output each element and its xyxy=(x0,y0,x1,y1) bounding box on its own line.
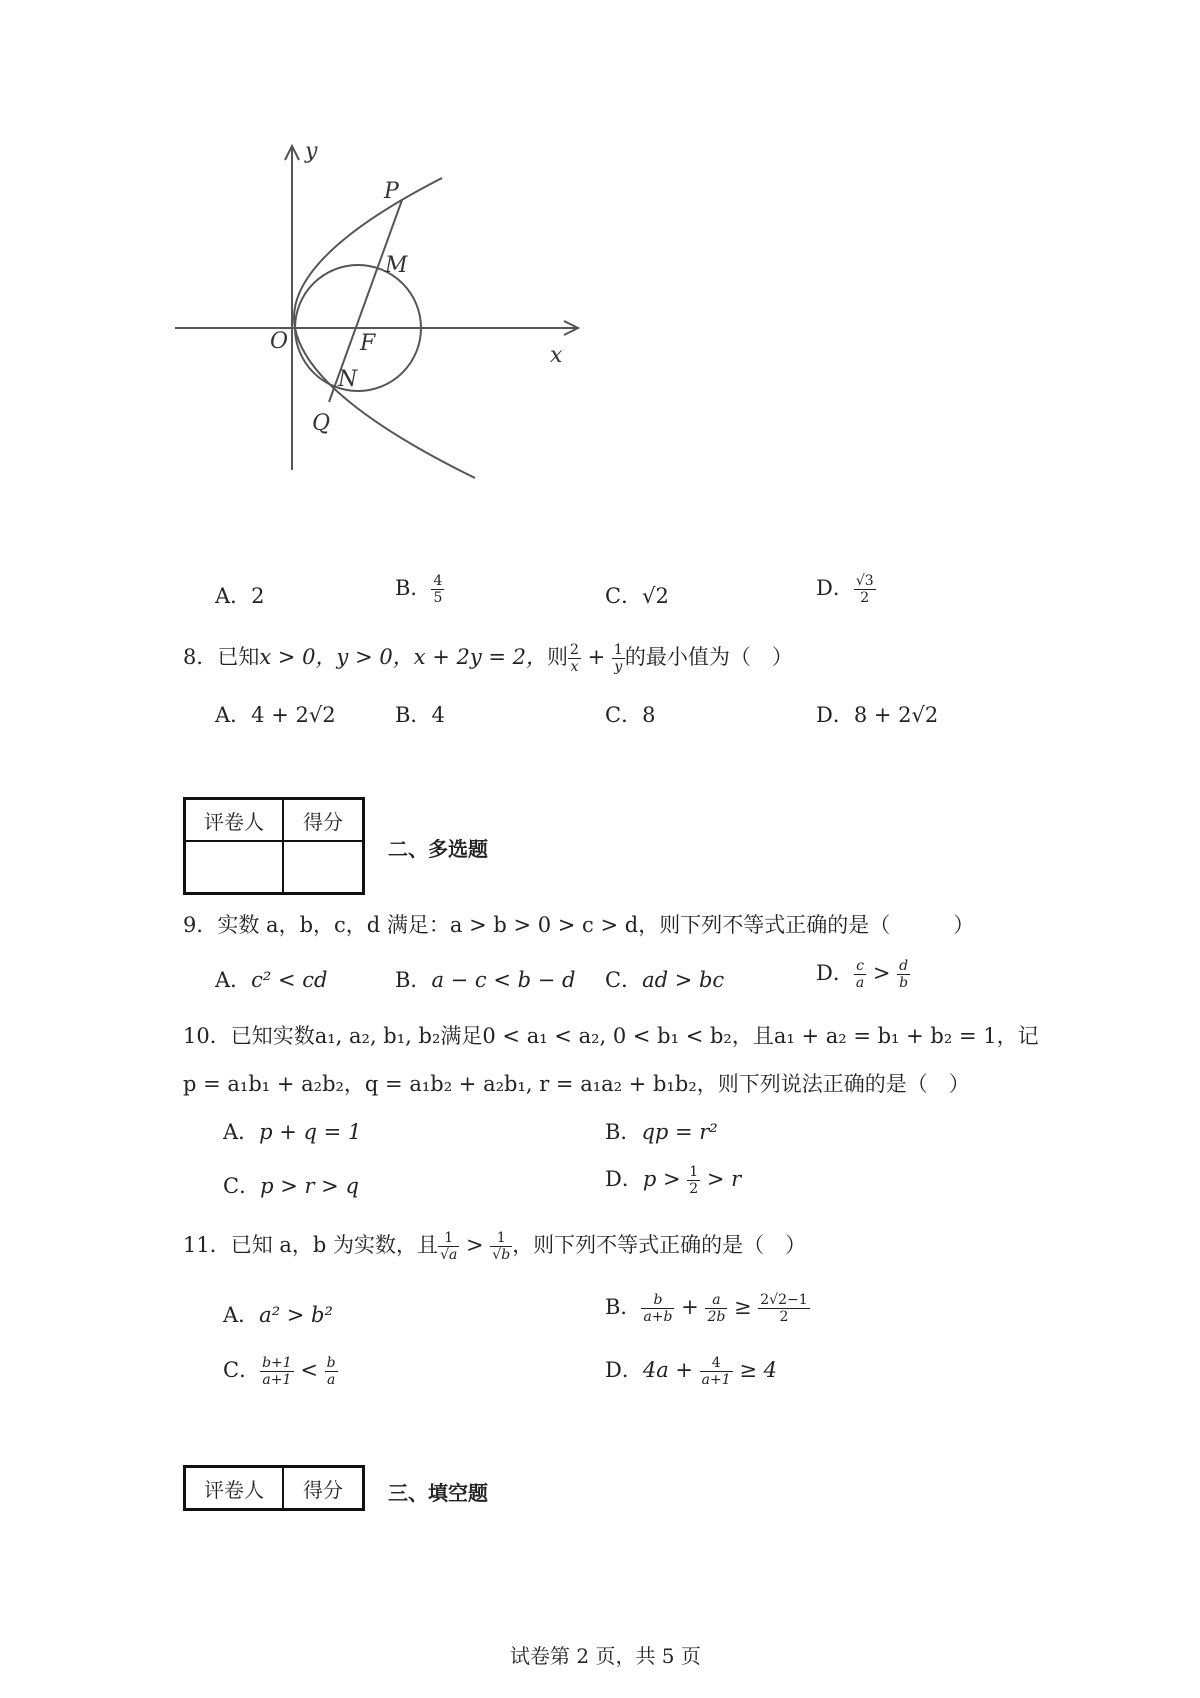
option-label: A． xyxy=(223,1303,260,1327)
frac-num: 1 xyxy=(490,1230,512,1247)
q10-option-a xyxy=(223,1116,361,1146)
option-value: 2 xyxy=(251,584,265,608)
frac-num: b+1 xyxy=(262,1355,292,1371)
q10-stem-line1 xyxy=(183,1020,1039,1050)
score-table-section3 xyxy=(183,1465,365,1511)
section3-title: 三、填空题 xyxy=(388,1481,488,1505)
frac-den: a xyxy=(855,975,865,991)
option-label: C． xyxy=(223,1358,261,1382)
frac-num: c xyxy=(854,958,866,975)
option-value: ad > bc xyxy=(642,968,725,992)
option-label: A． xyxy=(215,584,252,608)
stem-text: 已知 xyxy=(217,645,260,669)
option-value: 8 + 2√2 xyxy=(853,703,939,727)
frac-num: 2 xyxy=(570,642,579,658)
q9-option-a xyxy=(215,964,328,994)
option-value: 4 + 2√2 xyxy=(251,703,336,727)
option-value: 4 xyxy=(431,703,445,727)
frac-den: 2 xyxy=(860,590,870,606)
option-fraction xyxy=(641,1292,674,1325)
stem-fraction xyxy=(438,1230,459,1263)
option-label: A． xyxy=(223,1120,260,1144)
option-label: A． xyxy=(215,968,252,992)
frac-num: 1 xyxy=(689,1164,699,1180)
q11-option-a xyxy=(223,1299,333,1329)
frac-den: 2b xyxy=(707,1309,726,1325)
stem-text: 已知 a，b 为实数，且 xyxy=(230,1233,439,1257)
q10-option-c xyxy=(223,1170,359,1200)
reviewer-header: 评卷人 xyxy=(185,799,284,842)
option-label: C． xyxy=(605,703,643,727)
option-label: D． xyxy=(605,1167,643,1191)
q9-option-c xyxy=(605,964,724,994)
frac-num: 1 xyxy=(613,642,623,658)
label-y: y xyxy=(305,140,318,164)
section2-title: 二、多选题 xyxy=(388,837,488,861)
option-label: D． xyxy=(816,576,854,600)
option-label: D． xyxy=(816,703,854,727)
label-o: O xyxy=(270,329,289,354)
operator: + xyxy=(674,1295,706,1319)
q11-stem xyxy=(183,1229,806,1263)
option-value: 8 xyxy=(642,703,656,727)
stem-fraction xyxy=(612,642,625,675)
frac-num: 4 xyxy=(433,573,443,589)
q8-option-a xyxy=(215,699,336,729)
frac-den: x xyxy=(570,659,579,675)
stem-text: p = a₁b₁ + a₂b₂，q = a₁b₂ + a₂b₁, r = a₁a₂ + b₁b₂，则下列说法正确的是（ ） xyxy=(183,1072,970,1096)
frac-den: b xyxy=(899,975,909,991)
question-number: 11． xyxy=(183,1233,231,1257)
option-label: D． xyxy=(816,961,854,985)
frac-den: 2 xyxy=(779,1309,789,1325)
q8-option-d xyxy=(816,699,938,729)
q9-option-b xyxy=(395,964,575,994)
frac-num: 1 xyxy=(438,1230,459,1247)
label-p: P xyxy=(384,179,399,204)
q9-stem xyxy=(183,909,974,939)
option-value: > r xyxy=(700,1167,742,1191)
frac-den: 2 xyxy=(689,1181,699,1197)
q10-stem-line2 xyxy=(183,1068,970,1098)
score-cell[interactable] xyxy=(283,841,364,894)
operator: > xyxy=(866,961,898,985)
option-fraction xyxy=(854,573,876,606)
stem-text: ，则下列不等式正确的是（ ） xyxy=(512,1233,807,1257)
q11-option-d xyxy=(605,1354,777,1388)
stem-condition: x > 0，y > 0，x + 2y = 2， xyxy=(259,645,548,669)
option-label: C． xyxy=(223,1174,261,1198)
q7-option-c xyxy=(605,580,669,610)
option-value: p > r > q xyxy=(260,1174,359,1198)
option-label: B． xyxy=(605,1120,642,1144)
q10-option-b xyxy=(605,1116,718,1146)
frac-num: b xyxy=(641,1292,674,1309)
frac-den: 5 xyxy=(433,590,443,606)
option-label: B． xyxy=(395,968,432,992)
stem-text: 则 xyxy=(547,645,569,669)
option-value: √2 xyxy=(642,584,669,608)
q8-option-b xyxy=(395,699,445,729)
option-fraction xyxy=(758,1292,809,1325)
frac-num: 4 xyxy=(700,1355,733,1372)
question-number: 10． xyxy=(183,1024,231,1048)
label-f: F xyxy=(360,331,376,356)
frac-num: a xyxy=(705,1292,727,1309)
reviewer-cell[interactable] xyxy=(185,841,284,894)
q8-option-c xyxy=(605,699,655,729)
frac-num: √3 xyxy=(855,573,874,589)
stem-text: 已知实数a₁, a₂, b₁, b₂满足0 < a₁ < a₂, 0 < b₁ < b₂，且a₁ + a₂ = b₁ + b₂ = 1，记 xyxy=(230,1024,1039,1048)
option-fraction xyxy=(854,958,866,991)
label-m: M xyxy=(385,253,408,278)
operator: < xyxy=(293,1358,325,1382)
page-footer: 试卷第 2 页，共 5 页 xyxy=(510,1644,701,1668)
frac-den: y xyxy=(614,659,623,675)
option-value: c² < cd xyxy=(251,968,328,992)
option-value: ≥ 4 xyxy=(732,1358,777,1382)
q7-option-a xyxy=(215,580,265,610)
frac-den: a+1 xyxy=(701,1372,731,1388)
q7-option-b xyxy=(395,572,444,606)
frac-num: b xyxy=(326,1355,336,1371)
q9-option-d xyxy=(816,957,910,991)
operator: > xyxy=(459,1233,491,1257)
frac-den: √a xyxy=(440,1247,458,1263)
reviewer-header: 评卷人 xyxy=(185,1467,284,1510)
q10-option-d xyxy=(605,1163,741,1197)
label-q: Q xyxy=(312,411,331,436)
q11-option-c xyxy=(223,1354,338,1388)
option-value: qp = r² xyxy=(641,1120,718,1144)
label-n: N xyxy=(338,367,358,392)
option-value: p + q = 1 xyxy=(259,1120,362,1144)
stem-text: 的最小值为（ ） xyxy=(624,645,793,669)
stem-text: 实数 a，b，c，d 满足：a > b > 0 > c > d，则下列不等式正确的是（ ） xyxy=(217,913,975,937)
stem-fraction xyxy=(490,1230,512,1263)
option-value: 4a + xyxy=(642,1358,700,1382)
frac-num: 2√2−1 xyxy=(760,1292,808,1308)
option-label: D． xyxy=(605,1358,643,1382)
question-number: 9． xyxy=(183,913,218,937)
option-label: B． xyxy=(605,1295,642,1319)
option-label: C． xyxy=(605,968,643,992)
option-fraction xyxy=(705,1292,727,1325)
option-value: p > xyxy=(642,1167,688,1191)
frac-num: d xyxy=(899,958,909,974)
q8-stem xyxy=(183,641,793,675)
option-label: B． xyxy=(395,576,432,600)
score-header: 得分 xyxy=(283,799,364,842)
q7-option-d xyxy=(816,572,876,606)
option-label: C． xyxy=(605,584,643,608)
question-number: 8． xyxy=(183,645,218,669)
option-label: B． xyxy=(395,703,432,727)
q11-option-b xyxy=(605,1291,810,1325)
score-table-section2 xyxy=(183,797,365,895)
frac-den: √b xyxy=(492,1247,511,1263)
option-fraction xyxy=(700,1355,733,1388)
frac-den: a+b xyxy=(643,1309,673,1325)
label-x: x xyxy=(550,343,563,368)
parabola-circle-figure xyxy=(170,140,600,530)
operator: ≥ xyxy=(727,1295,759,1319)
option-label: A． xyxy=(215,703,252,727)
option-value: a² > b² xyxy=(259,1303,333,1327)
frac-den: a xyxy=(326,1372,336,1388)
option-fraction xyxy=(897,958,910,991)
option-fraction xyxy=(325,1355,338,1388)
option-fraction xyxy=(687,1164,700,1197)
score-header: 得分 xyxy=(283,1467,364,1510)
option-value: a − c < b − d xyxy=(431,968,576,992)
frac-den: a+1 xyxy=(262,1372,292,1388)
stem-fraction xyxy=(568,642,581,675)
option-fraction xyxy=(431,573,444,606)
operator: + xyxy=(580,645,612,669)
option-fraction xyxy=(260,1355,294,1388)
